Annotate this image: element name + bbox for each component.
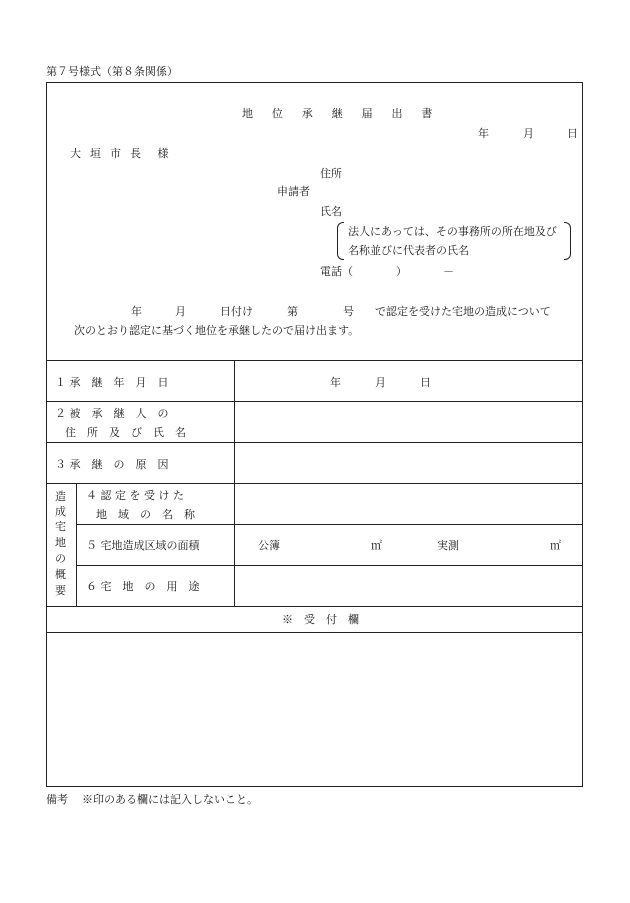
reception-area (47, 633, 582, 786)
group-column-divider (76, 483, 77, 606)
registry-area-unit: ㎡ (371, 539, 382, 552)
row4-label-line2: 地 域 の 名 称 (96, 508, 195, 521)
statement-line2: 次のとおり認定に基づく地位を承継したので届け出ます。 (74, 324, 360, 337)
statement-number-suffix: 号 (343, 305, 354, 318)
phone-close-paren: ） (396, 265, 407, 278)
registry-area-label: 公簿 (258, 539, 280, 552)
group-label-char: 地 (55, 536, 66, 549)
row2-label-line1: ２ 被 承 継 人 の (55, 407, 169, 420)
group-label-char: 宅 (55, 520, 66, 533)
applicant-role-label: 申請者 (277, 185, 310, 198)
statement-number-prefix: 第 (287, 305, 298, 318)
statement-month: 月 (175, 305, 186, 318)
group-label-char: 成 (55, 505, 66, 518)
row4-bottom-border (76, 524, 583, 525)
addressee: 大 垣 市 長 様 (70, 147, 172, 160)
group-label-char: 概 (55, 568, 66, 581)
corporate-note-line1: 法人にあっては、その事務所の所在地及び (348, 225, 557, 238)
corporate-note-left-bracket (337, 222, 344, 260)
form-title: 地 位 承 継 届 出 書 (242, 107, 441, 120)
row1-day-label: 日 (420, 376, 431, 389)
group-label (46, 483, 76, 606)
remarks-label: 備考 (46, 793, 68, 806)
row4-label-line1: ４ 認 定 を 受 け た (86, 489, 184, 502)
row1-bottom-border (46, 401, 583, 402)
row5-label: ５ 宅地造成区域の面積 (86, 539, 200, 552)
row6-label: ６ 宅 地 の 用 途 (86, 580, 200, 593)
table-top-border (46, 360, 583, 361)
row2-label-line2: 住 所 及 び 氏 名 (65, 426, 186, 439)
statement-year: 年 (131, 305, 142, 318)
name-label: 氏名 (320, 205, 342, 218)
row3-bottom-border (46, 483, 583, 484)
row2-bottom-border (46, 442, 583, 443)
statement-day-dated: 日付け (220, 305, 253, 318)
date-year-label: 年 (478, 127, 489, 140)
phone-label: 電話（ (320, 265, 353, 278)
group-label-char: 造 (55, 490, 66, 503)
remarks-text: ※印のある欄には記入しないこと。 (82, 793, 258, 806)
corporate-note-right-bracket (564, 222, 571, 260)
date-month-label: 月 (523, 127, 534, 140)
actual-area-unit: ㎡ (550, 539, 561, 552)
reception-header: ※ 受 付 欄 (282, 613, 359, 626)
row6-bottom-border (46, 606, 583, 607)
group-label-char: 要 (55, 584, 66, 597)
row1-label: １ 承 継 年 月 日 (55, 376, 169, 389)
group-label-char: の (55, 552, 66, 565)
row5-bottom-border (76, 565, 583, 566)
actual-area-label: 実測 (437, 539, 459, 552)
row1-year-label: 年 (330, 376, 341, 389)
address-label: 住所 (320, 167, 342, 180)
phone-dash: － (443, 265, 454, 278)
label-column-divider (234, 360, 235, 606)
date-day-label: 日 (567, 127, 578, 140)
corporate-note-line2: 名称並びに代表者の氏名 (348, 244, 469, 257)
row3-label: ３ 承 継 の 原 因 (55, 458, 169, 471)
statement-line1-tail: で認定を受けた宅地の造成について (375, 305, 551, 318)
form-number: 第７号様式（第８条関係） (46, 65, 178, 78)
row1-month-label: 月 (375, 376, 386, 389)
